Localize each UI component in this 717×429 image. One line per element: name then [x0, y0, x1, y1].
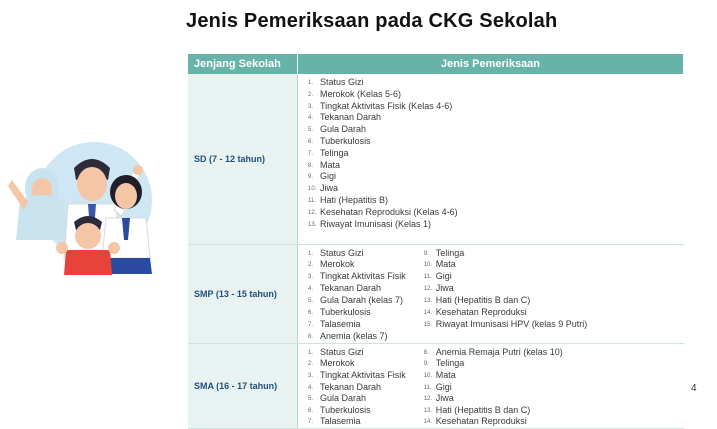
exam-item-label: Hati (Hepatitis B dan C)	[435, 404, 531, 415]
exam-item-label: Kesehatan Reproduksi	[435, 307, 527, 318]
exam-item-label: Tekanan Darah	[320, 381, 382, 392]
exam-list	[406, 248, 588, 343]
exam-item-number: 8.	[308, 162, 314, 169]
exam-item-label: Gigi	[320, 171, 337, 182]
exam-item	[308, 89, 458, 101]
exam-item	[308, 382, 406, 394]
students-illustration	[2, 140, 170, 275]
exam-item-number: 14.	[423, 310, 433, 317]
exam-item	[308, 183, 458, 195]
exam-item	[308, 416, 406, 428]
exam-item-number: 10.	[308, 186, 317, 193]
exam-item-label: Gula Darah	[320, 124, 367, 135]
exam-item-label: Gigi	[435, 381, 452, 392]
exam-item	[424, 283, 588, 295]
exam-item	[424, 347, 563, 359]
exam-item-number: 1.	[308, 80, 314, 86]
exam-item-number: 7.	[308, 150, 314, 157]
exam-item-number: 3.	[308, 372, 314, 379]
exam-item-label: Tekanan Darah	[320, 112, 382, 123]
exam-item	[308, 124, 458, 136]
exam-item-label: Tuberkulosis	[320, 135, 371, 146]
exam-item	[308, 307, 406, 319]
header-exams: Jenis Pemeriksaan	[298, 54, 684, 74]
exams-cell	[298, 244, 684, 343]
exam-item-label: Merokok (Kelas 5-6)	[320, 88, 402, 99]
exam-item-number: 4.	[308, 384, 314, 391]
exam-list	[298, 347, 406, 428]
exam-item-label: Anemia (kelas 7)	[320, 330, 388, 341]
exam-item-label: Merokok	[320, 259, 355, 270]
exam-item-label: Telinga	[435, 247, 465, 258]
exam-item-label: Riwayat Imunisasi (Kelas 1)	[320, 218, 432, 229]
level-cell: SMP (13 - 15 tahun)	[188, 244, 298, 343]
exam-item	[424, 259, 588, 271]
exam-item	[308, 195, 458, 207]
exam-item	[424, 416, 563, 428]
exam-item	[308, 219, 458, 231]
exam-item-number: 12.	[423, 396, 433, 403]
exam-item	[424, 405, 563, 417]
exam-item-number: 5.	[308, 396, 314, 403]
exam-item-label: Talasemia	[320, 318, 361, 329]
exam-item	[308, 319, 406, 331]
exam-item-number: 10.	[423, 372, 433, 379]
exam-item	[308, 248, 406, 260]
exam-item-number: 14.	[423, 419, 433, 426]
exam-item-number: 3.	[308, 103, 314, 110]
exam-item	[308, 160, 458, 172]
exam-item	[308, 283, 406, 295]
exam-item	[424, 393, 563, 405]
exam-item	[308, 148, 458, 160]
exam-item-number: 8.	[308, 333, 314, 340]
exam-item-label: Gula Darah (kelas 7)	[320, 295, 404, 306]
table-row	[188, 74, 684, 244]
exam-item-label: Merokok	[320, 358, 355, 369]
exam-item	[308, 370, 406, 382]
exam-item	[308, 358, 406, 370]
exam-item-label: Riwayat Imunisasi HPV (kelas 9 Putri)	[435, 318, 588, 329]
exam-item-label: Tekanan Darah	[320, 283, 382, 294]
exam-item-label: Telinga	[320, 147, 349, 158]
exam-item	[308, 207, 458, 219]
exam-item-label: Gigi	[435, 271, 452, 282]
exam-item-label: Anemia Remaja Putri (kelas 10)	[435, 346, 563, 357]
slide-title: Jenis Pemeriksaan pada CKG Sekolah	[186, 10, 558, 32]
exam-item-number: 9.	[423, 361, 429, 368]
exam-item-number: 9.	[423, 250, 429, 257]
exam-item	[308, 136, 458, 148]
header-level: Jenjang Sekolah	[188, 54, 298, 74]
exam-item-number: 7.	[308, 321, 314, 328]
slide-number: 4	[691, 383, 697, 394]
exam-item-label: Mata	[435, 369, 456, 380]
exam-item	[424, 370, 563, 382]
exam-item-label: Kesehatan Reproduksi (Kelas 4-6)	[320, 206, 458, 217]
table-row	[188, 244, 684, 343]
exam-item-number: 3.	[308, 274, 314, 281]
exam-item-number: 6.	[308, 310, 314, 317]
exam-item-label: Status Gizi	[320, 247, 364, 258]
exam-item	[424, 271, 588, 283]
exam-item	[424, 358, 563, 370]
exam-item	[308, 271, 406, 283]
exam-item-label: Jiwa	[435, 283, 454, 294]
exam-item-number: 13.	[308, 221, 317, 228]
exam-item	[308, 347, 406, 359]
exam-item	[308, 259, 406, 271]
exam-item-number: 12.	[308, 209, 317, 216]
exam-item-label: Jiwa	[435, 393, 454, 404]
exam-item-label: Talasemia	[320, 416, 361, 427]
exam-item	[308, 77, 458, 89]
exam-item-number: 13.	[423, 407, 433, 414]
exam-item-number: 5.	[308, 127, 314, 134]
exam-item-number: 7.	[308, 419, 314, 426]
exam-item	[308, 171, 458, 183]
exam-item-number: 4.	[308, 115, 314, 122]
exam-item-number: 9.	[308, 174, 314, 181]
table-row	[188, 343, 684, 428]
exam-item-number: 11.	[308, 197, 316, 204]
exam-item-label: Jiwa	[320, 183, 339, 194]
examination-table	[188, 54, 684, 429]
exam-item-number: 1.	[308, 349, 314, 356]
exams-cell	[298, 343, 684, 428]
exam-item-label: Kesehatan Reproduksi	[435, 416, 527, 427]
exam-item-label: Tingkat Aktivitas Fisik (Kelas 4-6)	[320, 100, 453, 111]
exams-cell	[298, 74, 684, 244]
exam-item-number: 6.	[308, 407, 314, 414]
exam-list	[298, 77, 458, 230]
exam-item-label: Mata	[435, 259, 456, 270]
level-cell: SMA (16 - 17 tahun)	[188, 343, 298, 428]
exam-item-number: 10.	[423, 262, 433, 269]
exam-item-number: 8.	[423, 349, 429, 356]
exam-item-number: 13.	[423, 298, 433, 305]
exam-item-label: Mata	[320, 159, 341, 170]
exam-item	[308, 405, 406, 417]
exam-item	[308, 295, 406, 307]
exam-item	[424, 295, 588, 307]
exam-item-number: 11.	[423, 384, 432, 391]
exam-item	[308, 101, 458, 113]
exam-item-number: 6.	[308, 138, 314, 145]
exam-item-label: Status Gizi	[320, 77, 364, 87]
exam-item-label: Hati (Hepatitis B)	[320, 194, 389, 205]
exam-item-number: 2.	[308, 262, 314, 269]
exam-item-number: 2.	[308, 361, 314, 368]
exam-item-label: Telinga	[435, 358, 465, 369]
exam-item-label: Tingkat Aktivitas Fisik	[320, 271, 406, 282]
exam-item-number: 4.	[308, 286, 314, 293]
exam-item	[308, 393, 406, 405]
exam-item-label: Tuberkulosis	[320, 307, 371, 318]
exam-item-number: 12.	[423, 286, 433, 293]
exam-item-number: 11.	[423, 274, 432, 281]
exam-item-label: Tuberkulosis	[320, 404, 371, 415]
exam-item	[424, 307, 588, 319]
exam-item-number: 1.	[308, 250, 314, 257]
exam-item-number: 15.	[423, 321, 433, 328]
exam-list	[406, 347, 563, 428]
exam-item	[308, 112, 458, 124]
level-cell: SD (7 - 12 tahun)	[188, 74, 298, 244]
exam-item-label: Hati (Hepatitis B dan C)	[435, 295, 531, 306]
exam-item	[424, 248, 588, 260]
exam-item	[308, 331, 406, 343]
exam-item-number: 5.	[308, 298, 314, 305]
exam-item-label: Status Gizi	[320, 346, 364, 357]
exam-list	[298, 248, 406, 343]
exam-item-number: 2.	[308, 91, 314, 98]
exam-item-label: Gula Darah	[320, 393, 367, 404]
exam-item-label: Tingkat Aktivitas Fisik	[320, 369, 406, 380]
exam-item	[424, 319, 588, 331]
exam-item	[424, 382, 563, 394]
